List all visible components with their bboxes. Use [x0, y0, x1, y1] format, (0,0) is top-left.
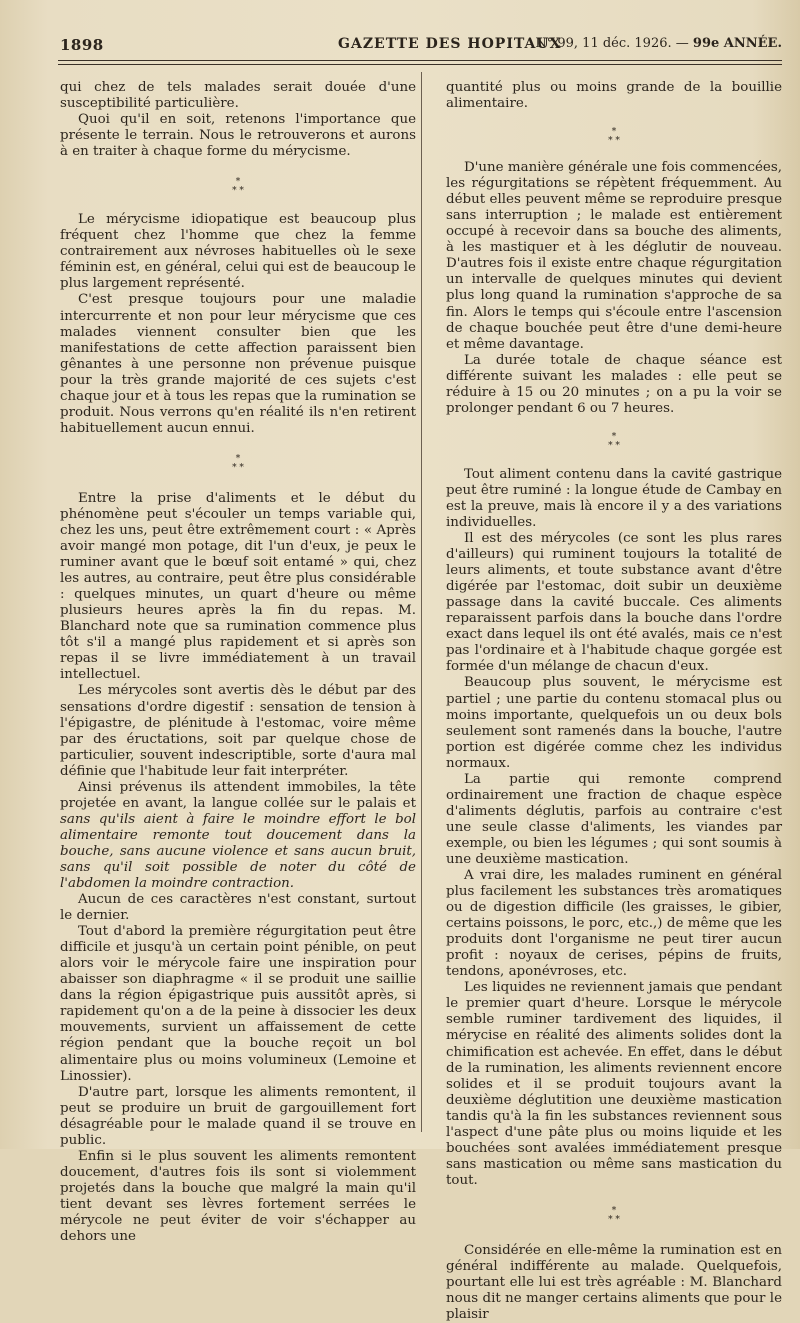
issue-info [535, 36, 782, 51]
paragraph: D'autre part, lorsque les aliments remontent, il peut se produire un bruit de gargouillement fort désagréable pour le malade quand il se trouve en public. [60, 1084, 416, 1148]
separator-star: * [611, 127, 617, 138]
paragraph: La durée totale de chaque séance est différente suivant les malades : elle peut se réduire à 15 ou 20 minutes ; on a pu la voir se prolonger pendant 6 ou 7 heures. [446, 352, 782, 416]
header-rule-double [58, 64, 782, 65]
issue-date: N° 99, 11 déc. 1926. — [535, 36, 689, 51]
header-rule [58, 60, 782, 61]
paragraph: Les mérycoles sont avertis dès le début par des sensations d'ordre digestif : sensation de tension à l'épigastre, de plénitude à l'estomac, voire même par des éructations, soit par quelque chose de particulier, souvent indescriptible, sorte d'aura mal définie que l'habitude leur fait interpréter. [60, 683, 416, 779]
paragraph: Aucun de ces caractères n'est constant, surtout le dernier. [60, 892, 416, 924]
journal-title: GAZETTE DES HOPITAUX [338, 36, 562, 52]
section-separator [446, 433, 782, 451]
paragraph: Beaucoup plus souvent, le mérycisme est partiel ; une partie du contenu stomacal plus ou moins importante, quelquefois un ou deux bols seulement sont ramenés dans la bouche, l'autre portion est digérée comme chez les individus normaux. [446, 675, 782, 771]
paragraph: La partie qui remonte comprend ordinairement une fraction de chaque espèce d'aliments déglutis, parfois au contraire c'est une seule classe d'aliments, les viandes par exemple, ou bien les légumes ; qui sont soumis à une deuxième mastication. [446, 771, 782, 867]
left-column [60, 80, 416, 1245]
separator-star: * [235, 177, 241, 188]
paragraph: Tout aliment contenu dans la cavité gastrique peut être ruminé : la longue étude de Cambay en est la preuve, mais là encore il y a des variations individuelles. [446, 466, 782, 530]
separator-star: * [611, 431, 617, 442]
paragraph: C'est presque toujours pour une maladie intercurrente et non pour leur mérycisme que ces malades viennent consulter bien que les manifestations de cette affection paraissent bien gênantes à une personne non prévenue puisque pour la très grande majorité de ces sujets c'est chaque jour et à tous les repas que la rumination se produit. Nous verrons qu'en réalité ils n'en retirent habituellement aucun ennui. [60, 292, 416, 436]
paragraph [60, 780, 416, 892]
column-separator [421, 72, 422, 1132]
paragraph: qui chez de tels malades serait douée d'une susceptibilité particulière. [60, 80, 416, 112]
separator-star: * [611, 1205, 617, 1216]
separator-stars: * * [608, 1214, 620, 1225]
paragraph: Considérée en elle-même la rumination est en général indifférente au malade. Quelquefois, pourtant elle lui est très agréable : M. Blanchard nous dit ne manger certains aliments que pour le plaisir [446, 1242, 782, 1323]
paragraph: Le mérycisme idiopatique est beaucoup plus fréquent chez l'homme que chez la femme contrairement aux névroses habituelles où le sexe féminin est, en général, celui qui est de beaucoup le plus largement représenté. [60, 212, 416, 292]
section-separator [446, 1207, 782, 1225]
section-separator [60, 178, 416, 196]
paragraph-text: Ainsi prévenus ils attendent immobiles, la tête projetée en avant, la langue collée sur le palais et [60, 779, 416, 811]
paragraph: Enfin si le plus souvent les aliments remontent doucement, d'autres fois ils sont si violemment projetés dans la bouche que malgré la main qu'il tient devant ses lèvres fortement serrées le mérycole ne peut éviter de voir s'échapper au dehors une [60, 1148, 416, 1245]
right-column [446, 80, 782, 1323]
separator-stars: * * [608, 136, 620, 147]
separator-stars: * * [608, 440, 620, 451]
paragraph: Quoi qu'il en soit, retenons l'importance que présente le terrain. Nous le retrouverons et aurons à en traiter à chaque forme du mérycisme. [60, 112, 416, 160]
paragraph: quantité plus ou moins grande de la bouillie alimentaire. [446, 80, 782, 112]
paragraph: Tout d'abord la première régurgitation peut être difficile et jusqu'à un certain point pénible, on peut alors voir le mérycole faire une inspiration pour abaisser son diaphragme « il se produit une saillie dans la région épigastrique puis aussitôt après, si rapidement qu'on a de la peine à dissocier les deux mouvements, survient un affaissement de cette région pendant que la bouche reçoit un bol alimentaire plus ou moins volumineux (Lemoine et Linossier). [60, 924, 416, 1084]
paragraph: Les liquides ne reviennent jamais que pendant le premier quart d'heure. Lorsque le mérycole semble ruminer tardivement des liquides, il mérycise en réalité des aliments solides dont la chimification est achevée. En effet, dans le début de la rumination, les aliments reviennent encore solides et il se produit toujours avant la deuxième déglutition une deuxième mastication tandis qu'à la fin les substances reviennent sous l'aspect d'une pâte plus ou moins liquide et les bouchées sont avalées immédiatement presque sans mastication ou même sans mastication du tout. [446, 980, 782, 1188]
page-header [58, 34, 782, 56]
page-number: 1898 [60, 36, 104, 54]
paragraph: D'une manière générale une fois commencées, les régurgitations se répètent fréquemment. Au début elles peuvent même se reproduire presque sans interruption ; le malade est entièrement occupé à recevoir dans sa bouche des aliments, à les mastiquer et à les déglutir de nouveau. D'autres fois il existe entre chaque régurgitation un intervalle de quelques minutes qui devient plus long quand la rumination s'approche de sa fin. Alors le temps qui s'écoule entre l'ascension de chaque bouchée peut être d'une demi-heure et même davantage. [446, 160, 782, 352]
emphasis-text: sans qu'ils aient à faire le moindre effort le bol alimentaire remonte tout doucement dans la bouche, sans aucune violence et sans aucun bruit, sans qu'il soit possible de noter du côté de l'abdomen la moindre contraction. [60, 811, 416, 892]
paragraph: Entre la prise d'aliments et le début du phénomène peut s'écouler un temps variable qui, chez les uns, peut être extrêmement court : « Après avoir mangé mon potage, dit l'un d'eux, je peux le ruminer avant que le bœuf soit entamé » qui, chez les autres, au contraire, peut être plus considérable : quelques minutes, un quart d'heure ou même plusieurs heures après la fin du repas. M. Blanchard note que sa rumination commence plus tôt s'il a mangé plus rapidement et si après son repas il se livre immédiatement à un travail intellectuel. [60, 490, 416, 683]
separator-star: * [235, 453, 241, 464]
section-separator [60, 455, 416, 473]
paragraph: A vrai dire, les malades ruminent en général plus facilement les substances très aromatiques ou de digestion difficile (les graisses, le gibier, certains poissons, le porc, etc.,) de même que les produits dont l'organisme ne peut tirer aucun profit : noyaux de cerises, pépins de fruits, tendons, aponévroses, etc. [446, 868, 782, 980]
section-separator [446, 128, 782, 146]
separator-stars: * * [232, 186, 244, 197]
issue-year: 99e ANNÉE. [692, 36, 782, 51]
paragraph: Il est des mérycoles (ce sont les plus rares d'ailleurs) qui ruminent toujours la totalité de leurs aliments, et toute substance avant d'être digérée par l'estomac, doit subir un deuxième passage dans la cavité buccale. Ces aliments reparaissent parfois dans la bouche dans l'ordre exact dans lequel ils ont été avalés, mais ce n'est pas l'ordinaire et à l'habitude chaque gorgée est formée d'un mélange de chacun d'eux. [446, 531, 782, 675]
separator-stars: * * [232, 462, 244, 473]
